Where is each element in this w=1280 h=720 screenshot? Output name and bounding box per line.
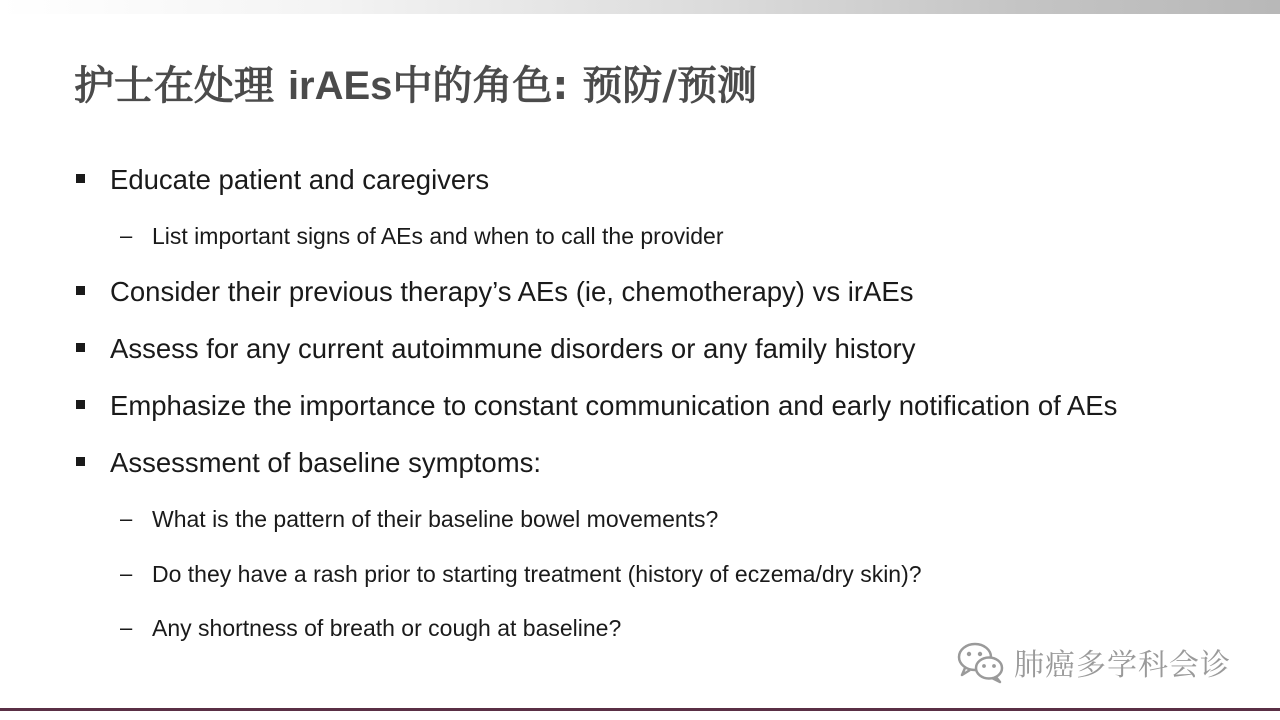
bullet-text: Emphasize the importance to constant communication and early notification of AEs: [110, 390, 1118, 421]
bullet-text: Assess for any current autoimmune disorders or any family history: [110, 333, 916, 364]
sub-bullet-text: List important signs of AEs and when to call the provider: [152, 223, 724, 249]
title-prefix: 护士在处理: [74, 63, 288, 109]
dash-bullet-icon: –: [120, 506, 133, 531]
square-bullet-icon: [76, 343, 85, 352]
square-bullet-icon: [76, 174, 85, 183]
sub-bullet-text: Do they have a rash prior to starting treatment (history of eczema/dry skin)?: [152, 561, 922, 587]
dash-bullet-icon: –: [120, 561, 133, 586]
square-bullet-icon: [76, 400, 85, 409]
square-bullet-icon: [76, 286, 85, 295]
sub-bullet-text: Any shortness of breath or cough at baseline?: [152, 615, 622, 641]
title-latin: irAEs: [287, 64, 393, 108]
wechat-icon: [956, 640, 1006, 684]
dash-bullet-icon: –: [120, 615, 133, 640]
bullet-text: Assessment of baseline symptoms:: [110, 447, 542, 478]
watermark: [956, 640, 1231, 684]
watermark-text: 肺癌多学科会诊: [1014, 648, 1231, 683]
bottom-rule: [0, 708, 1280, 711]
bullet-text: Consider their previous therapy’s AEs (ie, chemotherapy) vs irAEs: [110, 276, 914, 307]
sub-bullet-text: What is the pattern of their baseline bowel movements?: [152, 506, 719, 532]
square-bullet-icon: [76, 457, 85, 466]
dash-bullet-icon: –: [120, 223, 133, 248]
bullet-text: Educate patient and caregivers: [110, 164, 490, 195]
title-suffix: 中的角色: 预防/预测: [392, 63, 757, 109]
